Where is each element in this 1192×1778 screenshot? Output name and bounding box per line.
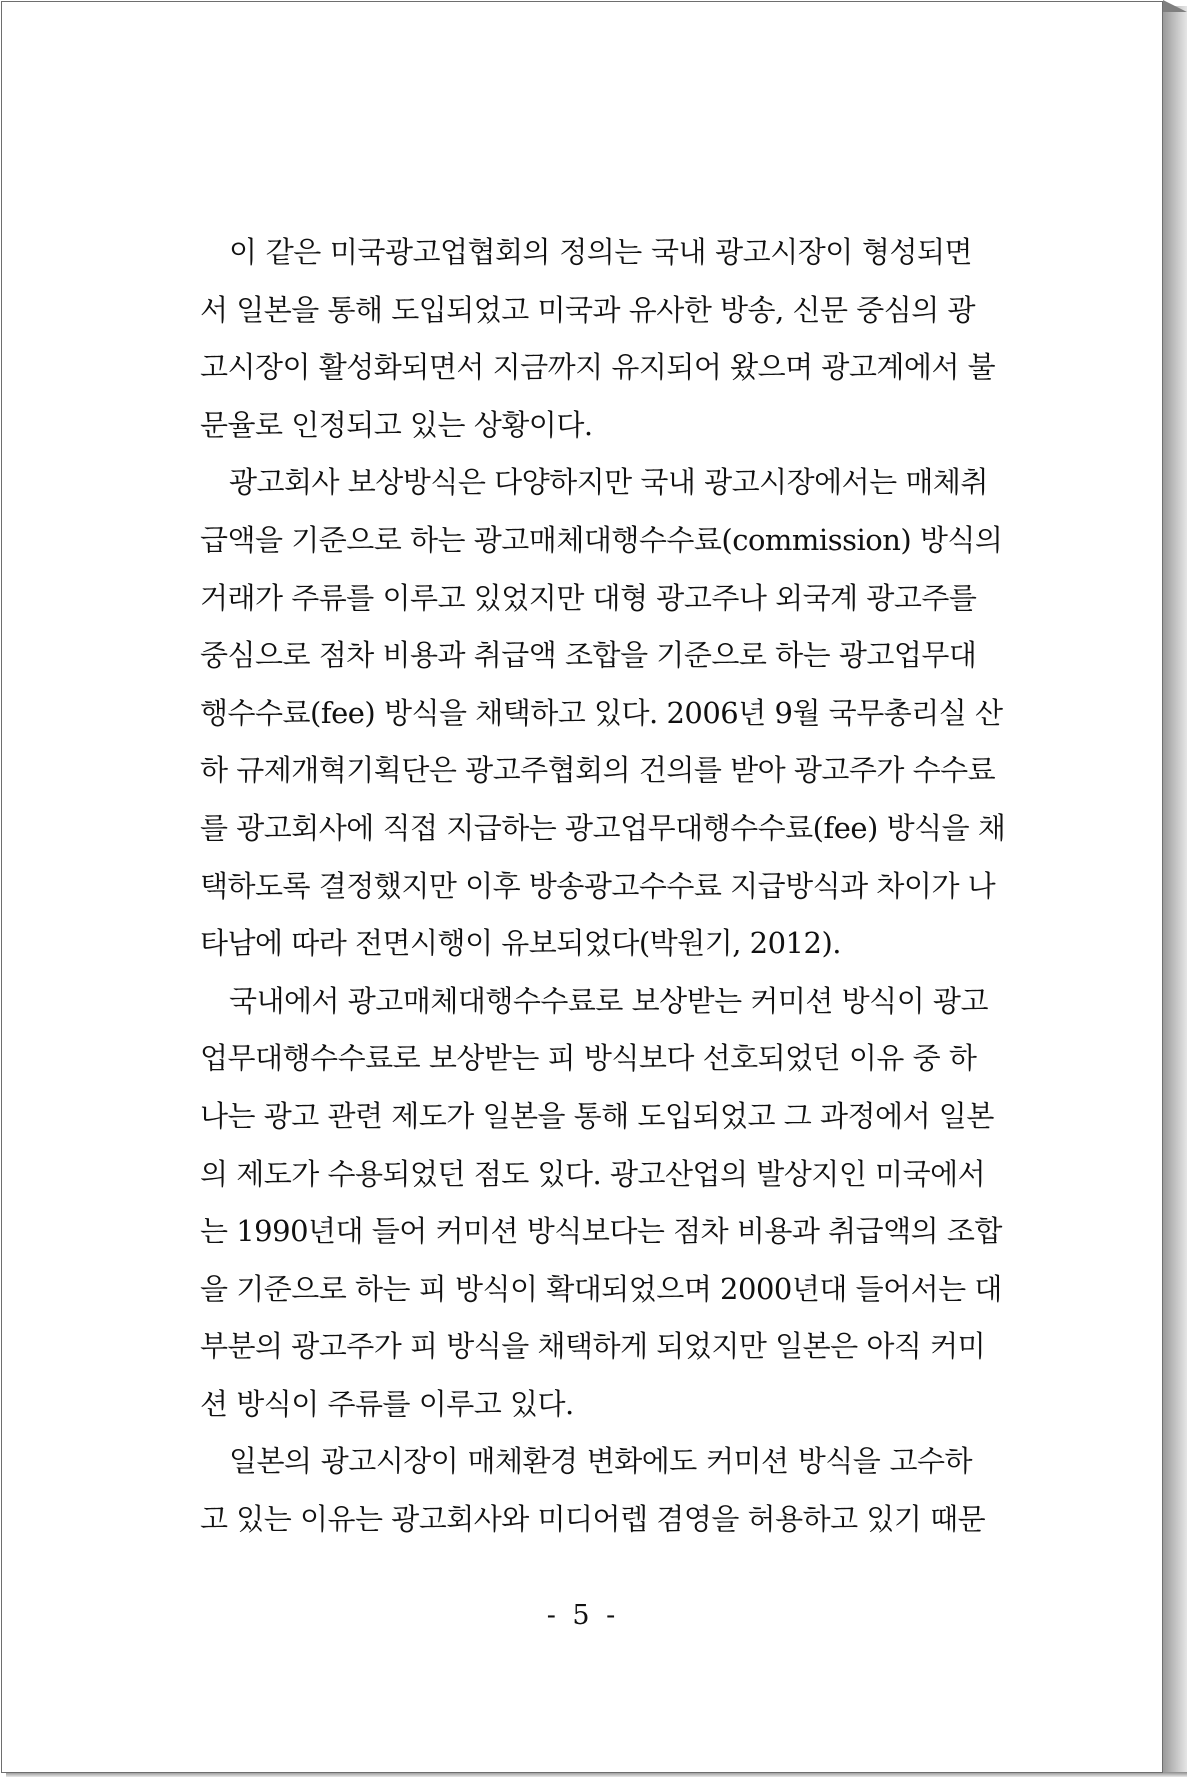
text-line: 부분의 광고주가 피 방식을 채택하게 되었지만 일본은 아직 커미: [200, 1329, 986, 1364]
text-line: 고시장이 활성화되면서 지금까지 유지되어 왔으며 광고계에서 불: [200, 350, 996, 385]
body-text: [200, 224, 1006, 1549]
text-line: 일본의 광고시장이 매체환경 변화에도 커미션 방식을 고수하: [229, 1444, 972, 1479]
text-line: 는 1990년대 들어 커미션 방식보다는 점차 비용과 취급액의 조합: [200, 1214, 1002, 1249]
text-line: 급액을 기준으로 하는 광고매체대행수수료(commission) 방식의: [200, 522, 1003, 557]
text-line: 나는 광고 관련 제도가 일본을 통해 도입되었고 그 과정에서 일본: [200, 1098, 994, 1133]
text-line: 션 방식이 주류를 이루고 있다.: [200, 1386, 574, 1421]
text-line: 하 규제개혁기획단은 광고주협회의 건의를 받아 광고주가 수수료: [200, 753, 996, 788]
document-page: [1, 1, 1163, 1773]
text-line: 을 기준으로 하는 피 방식이 확대되었으며 2000년대 들어서는 대: [200, 1271, 1002, 1306]
text-line: 행수수료(fee) 방식을 채택하고 있다. 2006년 9월 국무총리실 산: [200, 695, 1003, 730]
page-number: - 5 -: [546, 1600, 620, 1631]
text-line: 문율로 인정되고 있는 상황이다.: [200, 407, 593, 442]
text-line: 거래가 주류를 이루고 있었지만 대형 광고주나 외국계 광고주를: [200, 580, 977, 615]
text-line: 광고회사 보상방식은 다양하지만 국내 광고시장에서는 매체취: [229, 465, 988, 500]
text-line: 서 일본을 통해 도입되었고 미국과 유사한 방송, 신문 중심의 광: [200, 292, 976, 327]
text-line: 이 같은 미국광고업협회의 정의는 국내 광고시장이 형성되면: [229, 235, 972, 269]
text-line: 국내에서 광고매체대행수수료로 보상받는 커미션 방식이 광고: [229, 983, 988, 1018]
text-line: 타남에 따라 전면시행이 유보되었다(박원기, 2012).: [200, 926, 841, 961]
text-line: 택하도록 결정했지만 이후 방송광고수수료 지급방식과 차이가 나: [200, 868, 996, 903]
text-line: 업무대행수수료로 보상받는 피 방식보다 선호되었던 이유 중 하: [200, 1041, 977, 1076]
text-line: 고 있는 이유는 광고회사와 미디어렙 겸영을 허용하고 있기 때문: [200, 1502, 986, 1537]
page-curl-corner: [1163, 0, 1187, 12]
text-line: 의 제도가 수용되었던 점도 있다. 광고산업의 발상지인 미국에서: [200, 1156, 986, 1191]
text-line: 중심으로 점차 비용과 취급액 조합을 기준으로 하는 광고업무대: [200, 638, 977, 673]
page-shadow: [1163, 6, 1187, 1774]
text-line: 를 광고회사에 직접 지급하는 광고업무대행수수료(fee) 방식을 채: [200, 810, 1006, 845]
